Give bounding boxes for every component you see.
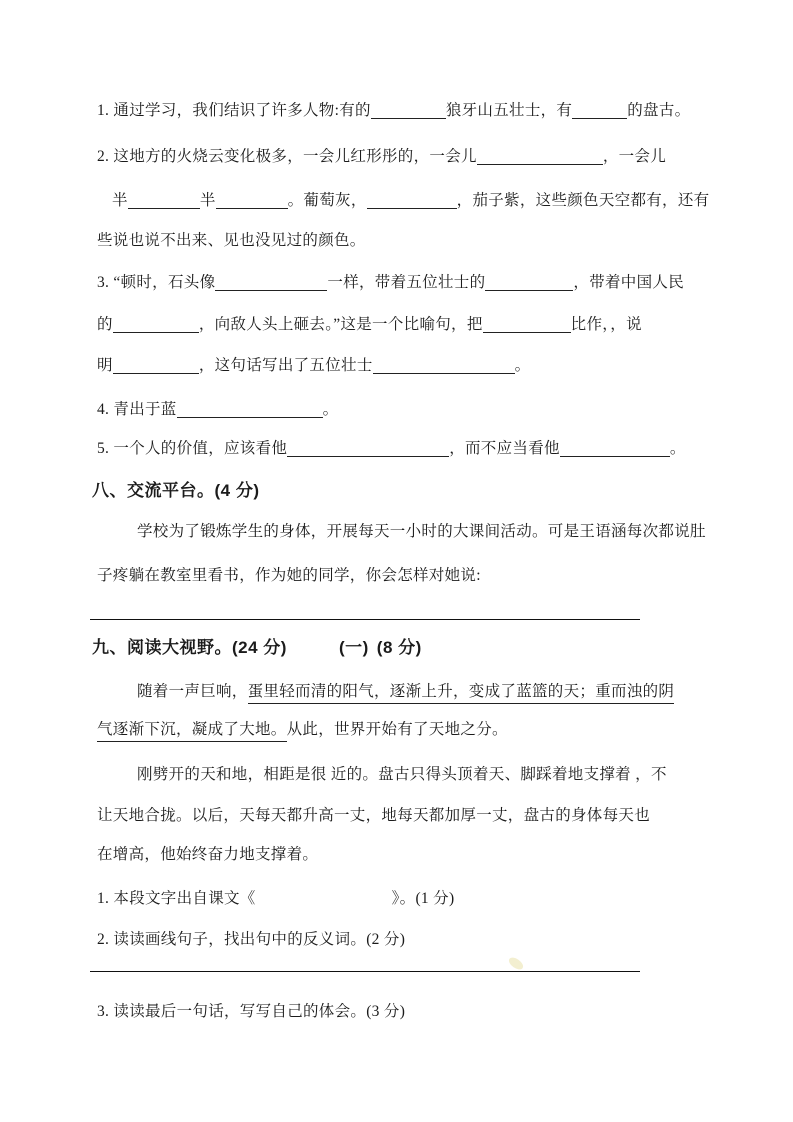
answer-line (90, 619, 640, 620)
answer-blank (483, 318, 571, 333)
question-7-2-line2 (112, 190, 709, 211)
passage1-underlined-b: 气逐渐下沉，凝成了大地。 (97, 721, 287, 742)
section-8-paragraph-line2 (97, 565, 481, 586)
answer-line (90, 971, 640, 972)
reading-passage-1-line1 (137, 681, 674, 702)
q2-text-1: 2. 这地方的火烧云变化极多，一会儿红形彤的，一会儿 (97, 148, 477, 165)
question-7-3-line3 (97, 355, 530, 376)
answer-blank (373, 359, 515, 374)
q4-text-2: 。 (322, 401, 339, 418)
answer-blank (560, 442, 670, 457)
q2-text-3: 半 (112, 192, 128, 209)
question-7-2-line3 (97, 230, 366, 251)
question-7-5 (97, 438, 686, 459)
answer-blank (113, 359, 199, 374)
question-7-2-line1 (97, 146, 666, 167)
q5-text-1: 5. 一个人的价值，应该看他 (97, 440, 288, 457)
q3-text-2: 一样，带着五位壮士的 (327, 274, 486, 291)
question-7-3-line2 (97, 314, 642, 335)
q5-text-2: ，而不应当看他 (449, 440, 560, 457)
q4-text-1: 4. 青出于蓝 (97, 401, 177, 418)
passage2-text-2: 让天地合拢。以后，天每天都升高一丈，地每天都加厚一丈，盘古的身体每天也 (97, 807, 651, 824)
q3-text-4: 的 (97, 316, 113, 333)
answer-blank (128, 194, 200, 209)
q2-text-7: 些说也说不出来、见也没见过的颜色。 (97, 232, 366, 249)
scan-artifact (507, 955, 525, 972)
question-7-4 (97, 399, 338, 420)
section-8-text-1: 学校为了锻炼学生的身体，开展每天一小时的大课间活动。可是王语涵每次都说肚 (137, 523, 706, 540)
answer-blank (216, 194, 288, 209)
section-9-sub2: (8 分) (376, 638, 422, 657)
answer-blank (371, 104, 446, 119)
reading-passage-2-line3 (97, 844, 318, 865)
reading-question-2 (97, 929, 405, 950)
section-9-sub1: (一) (338, 638, 369, 657)
q3-text-1: 3. “顿时，石头像 (97, 274, 216, 291)
question-7-1 (97, 100, 690, 121)
reading-question-3 (97, 1001, 405, 1022)
q3-text-5: ，向敌人头上砸去。”这是一个比喻句，把 (198, 316, 483, 333)
reading-passage-2-line2 (97, 805, 650, 826)
rq2-text: 2. 读读画线句子，找出句中的反义词。(2 分) (97, 931, 406, 948)
section-8-heading (92, 480, 260, 501)
answer-blank (287, 442, 449, 457)
passage2-text-1: 刚劈开的天和地，相距是很 近的。盘古只得头顶着天、脚踩着地支撑着 ，不 (137, 766, 667, 783)
section-8-paragraph-line1 (137, 521, 706, 542)
answer-blank (477, 150, 603, 165)
title-gap (256, 902, 392, 903)
question-7-3-line1 (97, 272, 684, 293)
answer-blank (367, 194, 457, 209)
answer-blank (113, 318, 199, 333)
section-8-title: 八、交流平台。 (92, 481, 215, 500)
passage1-lead: 随着一声巨响， (137, 683, 248, 700)
q2-text-5: 。葡萄灰， (287, 192, 367, 209)
q2-text-4: 半 (199, 192, 216, 209)
q5-text-3: 。 (669, 440, 686, 457)
answer-blank (485, 276, 573, 291)
q1-text-2: 狼牙山五壮士，有 (445, 102, 573, 119)
rq1-text-2: 》。(1 分) (391, 890, 455, 907)
q2-text-2: ，一会儿 (602, 148, 667, 165)
reading-passage-2-line1 (137, 764, 667, 785)
passage2-text-3: 在增高，他始终奋力地支撑着。 (97, 846, 319, 863)
q3-text-6: 比作，，说 (570, 316, 642, 333)
passage1-underlined-a: 蛋里轻而清的阳气，逐渐上升，变成了蓝篮的天；重而浊的阴 (248, 683, 675, 704)
q3-text-9: 。 (514, 357, 531, 374)
reading-question-1 (97, 888, 454, 909)
section-9-points: (24 分) (232, 638, 287, 657)
section-9-title: 九、阅读大视野。 (92, 638, 232, 657)
answer-blank (215, 276, 327, 291)
q1-text-1: 1. 通过学习，我们结识了许多人物:有的 (97, 102, 371, 119)
section-9-heading (92, 637, 422, 658)
rq3-text: 3. 读读最后一句话，写写自己的体会。(3 分) (97, 1003, 406, 1020)
passage1-tail: 从此，世界开始有了天地之分。 (286, 721, 508, 738)
section-8-points: (4 分) (214, 481, 260, 500)
section-8-text-2: 子疼躺在教室里看书，作为她的同学，你会怎样对她说: (97, 567, 481, 584)
reading-passage-1-line2 (97, 719, 508, 740)
q3-text-7: 明 (97, 357, 113, 374)
q3-text-8: ，这句话写出了五位壮士 (198, 357, 373, 374)
q3-text-3: ，带着中国人民 (573, 274, 685, 291)
answer-blank (572, 104, 627, 119)
rq1-text-1: 1. 本段文字出自课文《 (97, 890, 256, 907)
q1-text-3: 的盘古。 (627, 102, 691, 119)
q2-text-6: ，茄子紫，这些颜色天空都有，还有 (456, 192, 710, 209)
answer-blank (177, 403, 323, 418)
